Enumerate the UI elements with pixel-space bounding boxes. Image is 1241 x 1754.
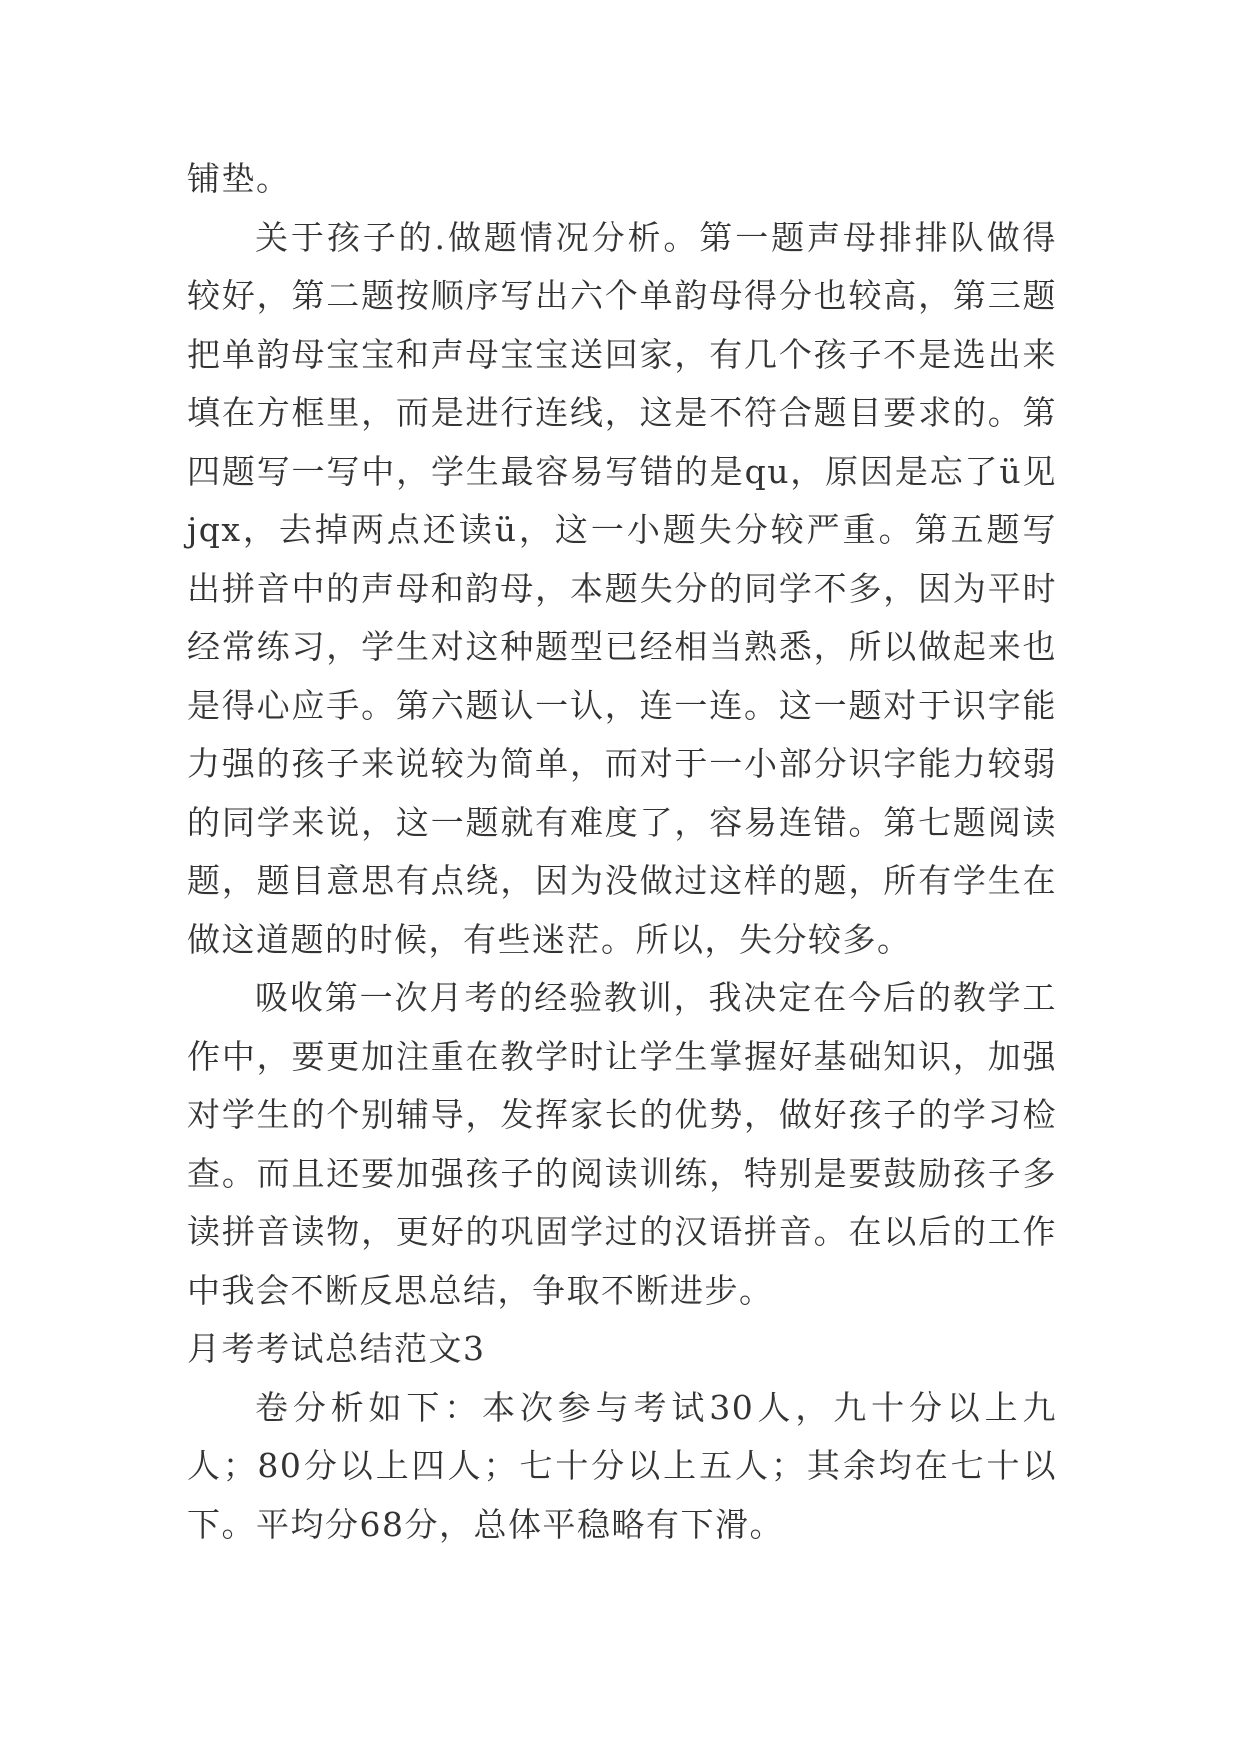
paragraph-score-analysis: 卷分析如下：本次参与考试30人，九十分以上九人；80分以上四人；七十分以上五人；其余均在七十以下。平均分68分，总体平稳略有下滑。 — [187, 1387, 1057, 1544]
paragraph-analysis: 关于孩子的.做题情况分析。第一题声母排排队做得较好，第二题按顺序写出六个单韵母得分也较高，第三题把单韵母宝宝和声母宝宝送回家，有几个孩子不是选出来填在方框里，而是进行连线，这是不符合题目要求的。第四题写一写中，学生最容易写错的是qu，原因是忘了ü见jqx，去掉两点还读ü，这一小题失分较严重。第五题写出拼音中的声母和韵母，本题失分的同学不多，因为平时经常练习，学生对这种题型已经相当熟悉，所以做起来也是得心应手。第六题认一认，连一连。这一题对于识字能力强的孩子来说较为简单，而对于一小部分识字能力较弱的同学来说，这一题就有难度了，容易连错。第七题阅读题，题目意思有点绕，因为没做过这样的题，所有学生在做这道题的时候，有些迷茫。所以，失分较多。 — [187, 217, 1057, 959]
section-heading: 月考考试总结范文3 — [187, 1329, 486, 1368]
paragraph-continuation: 铺垫。 — [187, 159, 291, 198]
document-body — [187, 150, 1057, 1554]
paragraph-lessons: 吸收第一次月考的经验教训，我决定在今后的教学工作中，要更加注重在教学时让学生掌握好基础知识，加强对学生的个别辅导，发挥家长的优势，做好孩子的学习检查。而且还要加强孩子的阅读训练，特别是要鼓励孩子多读拼音读物，更好的巩固学过的汉语拼音。在以后的工作中我会不断反思总结，争取不断进步。 — [187, 978, 1057, 1310]
